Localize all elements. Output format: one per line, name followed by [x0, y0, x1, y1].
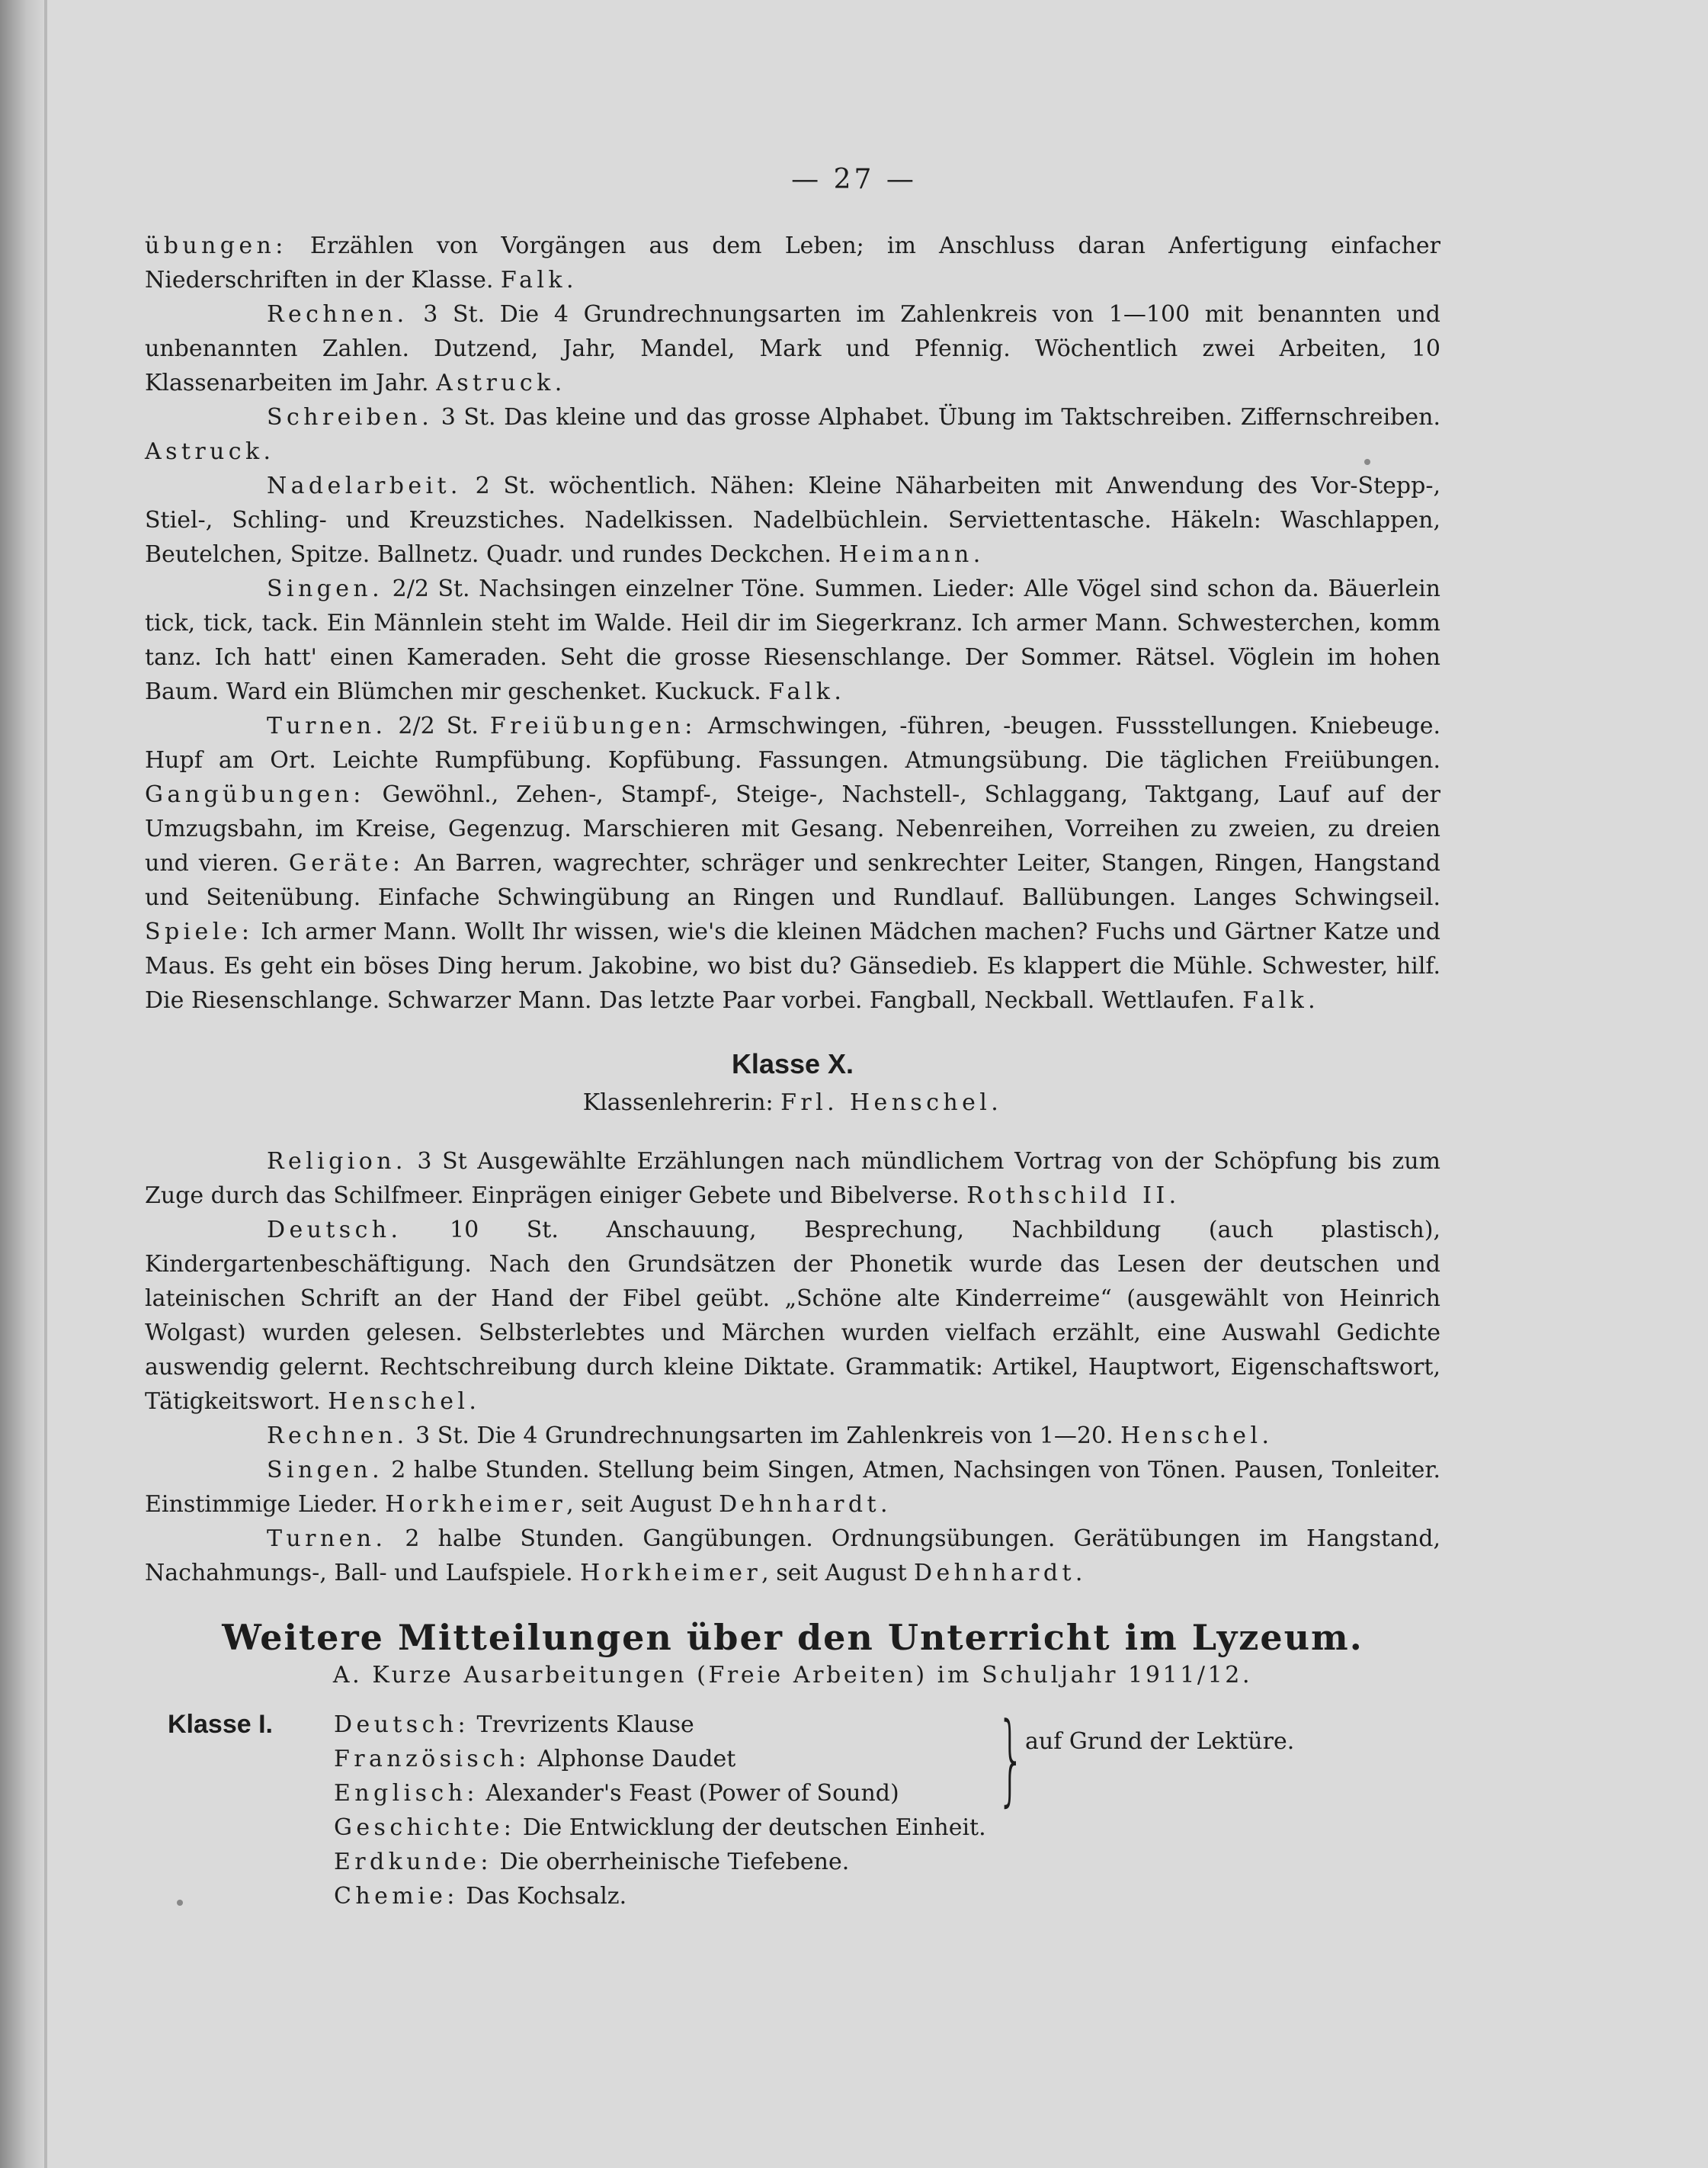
- topic-row: Deutsch: Trevrizents Klause: [334, 1711, 694, 1738]
- lyzeum-heading: Weitere Mitteilungen über den Unterricht im Lyzeum.: [222, 1617, 1364, 1658]
- paragraph-religion: Religion. 3 St Ausgewählte Erzählungen nach mündlichem Vortrag von der Schöpfung bis zum Zuge durch das Schilfmeer. Einprägen einiger Gebete und Bibelverse. Rothschild II.: [145, 1148, 1440, 1209]
- topic-row: Chemie: Das Kochsalz.: [334, 1883, 627, 1910]
- page-number: — 27 —: [791, 164, 917, 195]
- page-edge: [44, 0, 47, 2168]
- topic-list: [334, 1708, 986, 1913]
- paragraph-singen-x: Singen. 2 halbe Stunden. Stellung beim Singen, Atmen, Nachsingen von Tönen. Pausen, Tonleiter. Einstimmige Lieder. Horkheimer, seit August Dehnhardt.: [145, 1457, 1440, 1518]
- topic-row: Französisch: Alphonse Daudet: [334, 1746, 736, 1772]
- paragraph-turnen: Turnen. 2/2 St. Freiübungen: Armschwingen, -führen, -beugen. Fussstellungen. Kniebeuge. Hupf am Ort. Leichte Rumpfübung. Kopfübung. Fassungen. Atmungsübung. Die täglichen Freiübungen. Gangübungen: Gewöhnl., Zehen-, Stampf-, Steige-, Nachstell-, Schlaggang, Taktgang, Lauf auf der Umzugsbahn, im Kreise, Gegenzug. Marschieren mit Gesang. Nebenreihen, Vorreihen zu zweien, zu dreien und vieren. Geräte: An Barren, wagrechter, schräger und senkrechter Leiter, Stangen, Ringen, Hangstand und Seitenübung. Einfache Schwingübung an Ringen und Rundlauf. Ballübungen. Langes Schwingseil. Spiele: Ich armer Mann. Wollt Ihr wissen, wie's die kleinen Mädchen machen? Fuchs und Gärtner Katze und Maus. Es geht ein böses Ding herum. Jakobine, wo bist du? Gänsedieb. Es klappert die Mühle. Schwester, hilf. Die Riesenschlange. Schwarzer Mann. Das letzte Paar vorbei. Fangball, Neckball. Wettlaufen. Falk.: [145, 713, 1441, 1014]
- document-body: [145, 229, 1441, 1910]
- brace-note: auf Grund der Lektüre.: [1025, 1728, 1295, 1755]
- paragraph-deutsch: Deutsch. 10 St. Anschauung, Besprechung, Nachbildung (auch plastisch), Kindergartenbeschäftigung. Nach den Grundsätzen der Phonetik wurde das Lesen der deutschen und lateinischen Schrift an der Hand der Fibel geübt. „Schöne alte Kinderreime“ (ausgewählt von Heinrich Wolgast) wurden gelesen. Selbsterlebtes und Märchen wurden vielfach erzählt, eine Auswahl Gedichte auswendig gelernt. Rechtschreibung durch kleine Diktate. Grammatik: Artikel, Hauptwort, Eigenschaftswort, Tätigkeitswort. Henschel.: [145, 1217, 1440, 1415]
- klasse-one-label: Klasse I.: [168, 1710, 273, 1739]
- paragraph-rechnen: Rechnen. 3 St. Die 4 Grundrechnungsarten im Zahlenkreis von 1—100 mit benannten und unbenannten Zahlen. Dutzend, Jahr, Mandel, Mark und Pfennig. Wöchentlich zwei Arbeiten, 10 Klassenarbeiten im Jahr. Astruck.: [145, 301, 1440, 396]
- paragraph-turnen-x: Turnen. 2 halbe Stunden. Gangübungen. Ordnungsübungen. Gerätübungen im Hangstand, Nachahmungs-, Ball- und Laufspiele. Horkheimer, seit August Dehnhardt.: [145, 1525, 1440, 1586]
- paragraph-uebungen: übungen: Erzählen von Vorgängen aus dem Leben; im Anschluss daran Anfertigung einfacher Niederschriften in der Klasse. Falk.: [145, 233, 1440, 293]
- curly-brace-icon: }: [996, 1701, 1025, 1817]
- paragraph-rechnen-x: Rechnen. 3 St. Die 4 Grundrechnungsarten im Zahlenkreis von 1—20. Henschel.: [267, 1422, 1274, 1449]
- topic-row: Erdkunde: Die oberrheinische Tiefebene.: [334, 1849, 850, 1875]
- paragraph-singen: Singen. 2/2 St. Nachsingen einzelner Töne. Summen. Lieder: Alle Vögel sind schon da. Bäuerlein tick, tick, tack. Ein Männlein steht im Walde. Heil dir im Siegerkranz. Ich armer Mann. Schwesterchen, komm tanz. Ich hatt' einen Kameraden. Seht die grosse Riesenschlange. Der Sommer. Rätsel. Vöglein im hohen Baum. Ward ein Blümchen mir geschenket. Kuckuck. Falk.: [145, 576, 1440, 705]
- topic-row: Englisch: Alexander's Feast (Power of Sound): [334, 1780, 899, 1807]
- paragraph-nadelarbeit: Nadelarbeit. 2 St. wöchentlich. Nähen: Kleine Näharbeiten mit Anwendung des Vor-Stepp-, Stiel-, Schling- und Kreuzstiches. Nadelkissen. Nadelbüchlein. Serviettentasche. Häkeln: Waschlappen, Beutelchen, Spitze. Ballnetz. Quadr. und rundes Deckchen. Heimann.: [145, 473, 1440, 568]
- book-gutter-shadow: [0, 0, 44, 2168]
- klasse-one-block: [145, 1701, 1440, 1910]
- klasse-x-heading: Klasse X.: [731, 1048, 854, 1079]
- paragraph-schreiben: Schreiben. 3 St. Das kleine und das grosse Alphabet. Übung im Taktschreiben. Ziffernschreiben. Astruck.: [145, 404, 1440, 465]
- lyzeum-subheading: A. Kurze Ausarbeitungen (Freie Arbeiten) im Schuljahr 1911/12.: [332, 1662, 1253, 1689]
- klasse-x-teacher-line: Klassenlehrerin: Frl. Henschel.: [582, 1089, 1003, 1116]
- topic-row: Geschichte: Die Entwicklung der deutschen Einheit.: [334, 1814, 986, 1841]
